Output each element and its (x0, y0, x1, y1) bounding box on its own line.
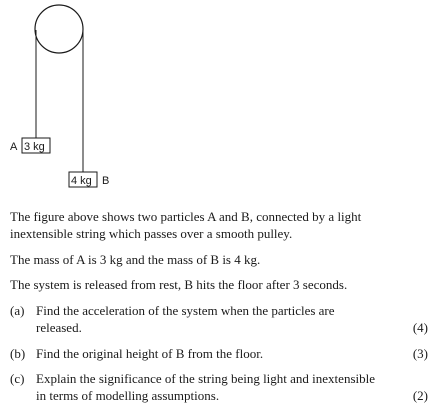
question-b-marks: (3) (412, 346, 428, 361)
pulley-diagram (0, 0, 433, 195)
intro-paragraph-2: The mass of A is 3 kg and the mass of B is 4 kg. (10, 252, 261, 267)
particle-b-mass: 4 kg (71, 175, 92, 187)
pulley-wheel (35, 5, 83, 53)
question-a-text: Find the acceleration of the system when the particles are released. (36, 303, 335, 335)
particle-a-mass: 3 kg (24, 141, 45, 153)
intro-paragraph-1: The figure above shows two particles A and B, connected by a light inextensible string which passes over a smooth pulley. (10, 209, 362, 241)
particle-a-label: A (10, 141, 18, 153)
question-c-marks: (2) (412, 388, 428, 403)
intro-paragraph-3: The system is released from rest, B hits the floor after 3 seconds. (10, 277, 348, 292)
question-b-text: Find the original height of B from the floor. (36, 346, 264, 361)
particle-b-label: B (102, 175, 110, 187)
question-a-label: (a) (10, 303, 25, 318)
question-a-marks: (4) (412, 320, 428, 335)
question-b-label: (b) (10, 346, 26, 361)
question-c-text: Explain the significance of the string being light and inextensible in terms of modelling assumptions. (36, 371, 375, 403)
question-c-label: (c) (10, 371, 25, 386)
